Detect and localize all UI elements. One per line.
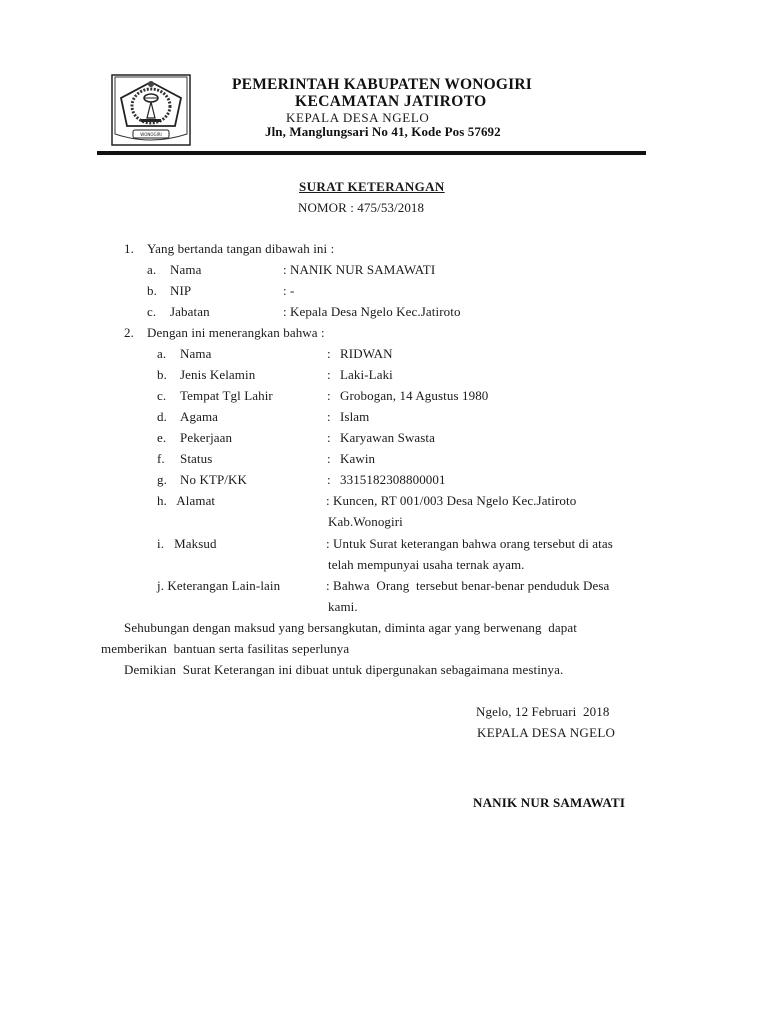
row-colon: : [327, 451, 331, 466]
row-colon: : [327, 472, 331, 487]
closing-paragraph-1: Sehubungan dengan maksud yang bersangkutan, diminta agar yang berwenang dapat [124, 620, 577, 635]
row-colon: : [327, 367, 331, 382]
row-value-continued: kami. [328, 599, 358, 614]
row-colon: : [327, 409, 331, 424]
row-value: Karyawan Swasta [340, 430, 435, 445]
row-label: NIP [170, 283, 192, 298]
letterhead-divider [97, 151, 646, 155]
row-value: : Kuncen, RT 001/003 Desa Ngelo Kec.Jatiroto [326, 493, 577, 508]
row-letter: f. [157, 451, 165, 466]
row-label: Tempat Tgl Lahir [180, 388, 273, 403]
row-label: j. Keterangan Lain-lain [157, 578, 281, 593]
row-colon: : [327, 388, 331, 403]
row-colon: : [327, 430, 331, 445]
row-label: Status [180, 451, 213, 466]
row-letter: e. [157, 430, 167, 445]
signature-name: NANIK NUR SAMAWATI [473, 795, 626, 810]
signature-position: KEPALA DESA NGELO [477, 725, 616, 740]
row-letter: a. [147, 262, 157, 277]
row-label: Jabatan [170, 304, 210, 319]
row-value: : - [283, 283, 295, 298]
row-letter: c. [147, 304, 157, 319]
signature-place-date: Ngelo, 12 Februari 2018 [476, 704, 610, 719]
row-value: Laki-Laki [340, 367, 393, 382]
letterhead-village-head: KEPALA DESA NGELO [286, 110, 430, 125]
regency-emblem-icon [111, 74, 191, 146]
row-value: : Kepala Desa Ngelo Kec.Jatiroto [283, 304, 461, 319]
row-label: i. Maksud [157, 536, 217, 551]
closing-paragraph-2: Demikian Surat Keterangan ini dibuat untuk dipergunakan sebagaimana mestinya. [124, 662, 564, 677]
row-value: RIDWAN [340, 346, 393, 361]
row-value: 3315182308800001 [340, 472, 446, 487]
row-colon: : [327, 346, 331, 361]
section-1-number: 1. [124, 241, 134, 256]
document-number: NOMOR : 475/53/2018 [298, 200, 425, 215]
row-label: Nama [180, 346, 212, 361]
row-value: Grobogan, 14 Agustus 1980 [340, 388, 489, 403]
row-value: Islam [340, 409, 370, 424]
row-letter: b. [147, 283, 157, 298]
row-label: h. Alamat [157, 493, 216, 508]
row-letter: a. [157, 346, 167, 361]
row-letter: g. [157, 472, 167, 487]
section-1-heading: Yang bertanda tangan dibawah ini : [147, 241, 335, 256]
closing-paragraph-1-continued: memberikan bantuan serta fasilitas seperlunya [101, 641, 350, 656]
row-value: : Untuk Surat keterangan bahwa orang tersebut di atas [326, 536, 613, 551]
row-label: Nama [170, 262, 202, 277]
section-2-number: 2. [124, 325, 134, 340]
row-label: No KTP/KK [180, 472, 247, 487]
letterhead-address: Jln, Manglungsari No 41, Kode Pos 57692 [265, 124, 501, 139]
row-value-continued: Kab.Wonogiri [328, 514, 403, 529]
row-value-continued: telah mempunyai usaha ternak ayam. [328, 557, 525, 572]
section-2-heading: Dengan ini menerangkan bahwa : [147, 325, 325, 340]
row-label: Jenis Kelamin [180, 367, 256, 382]
row-letter: b. [157, 367, 167, 382]
svg-text:WONOGIRI: WONOGIRI [140, 132, 162, 137]
letterhead-district: KECAMATAN JATIROTO [295, 93, 487, 110]
row-value: : NANIK NUR SAMAWATI [283, 262, 436, 277]
row-letter: c. [157, 388, 167, 403]
row-letter: d. [157, 409, 167, 424]
row-label: Agama [180, 409, 219, 424]
row-value: Kawin [340, 451, 376, 466]
row-label: Pekerjaan [180, 430, 233, 445]
letterhead-government: PEMERINTAH KABUPATEN WONOGIRI [232, 76, 533, 93]
row-value: : Bahwa Orang tersebut benar-benar penduduk Desa [326, 578, 610, 593]
document-title: SURAT KETERANGAN [299, 179, 445, 194]
